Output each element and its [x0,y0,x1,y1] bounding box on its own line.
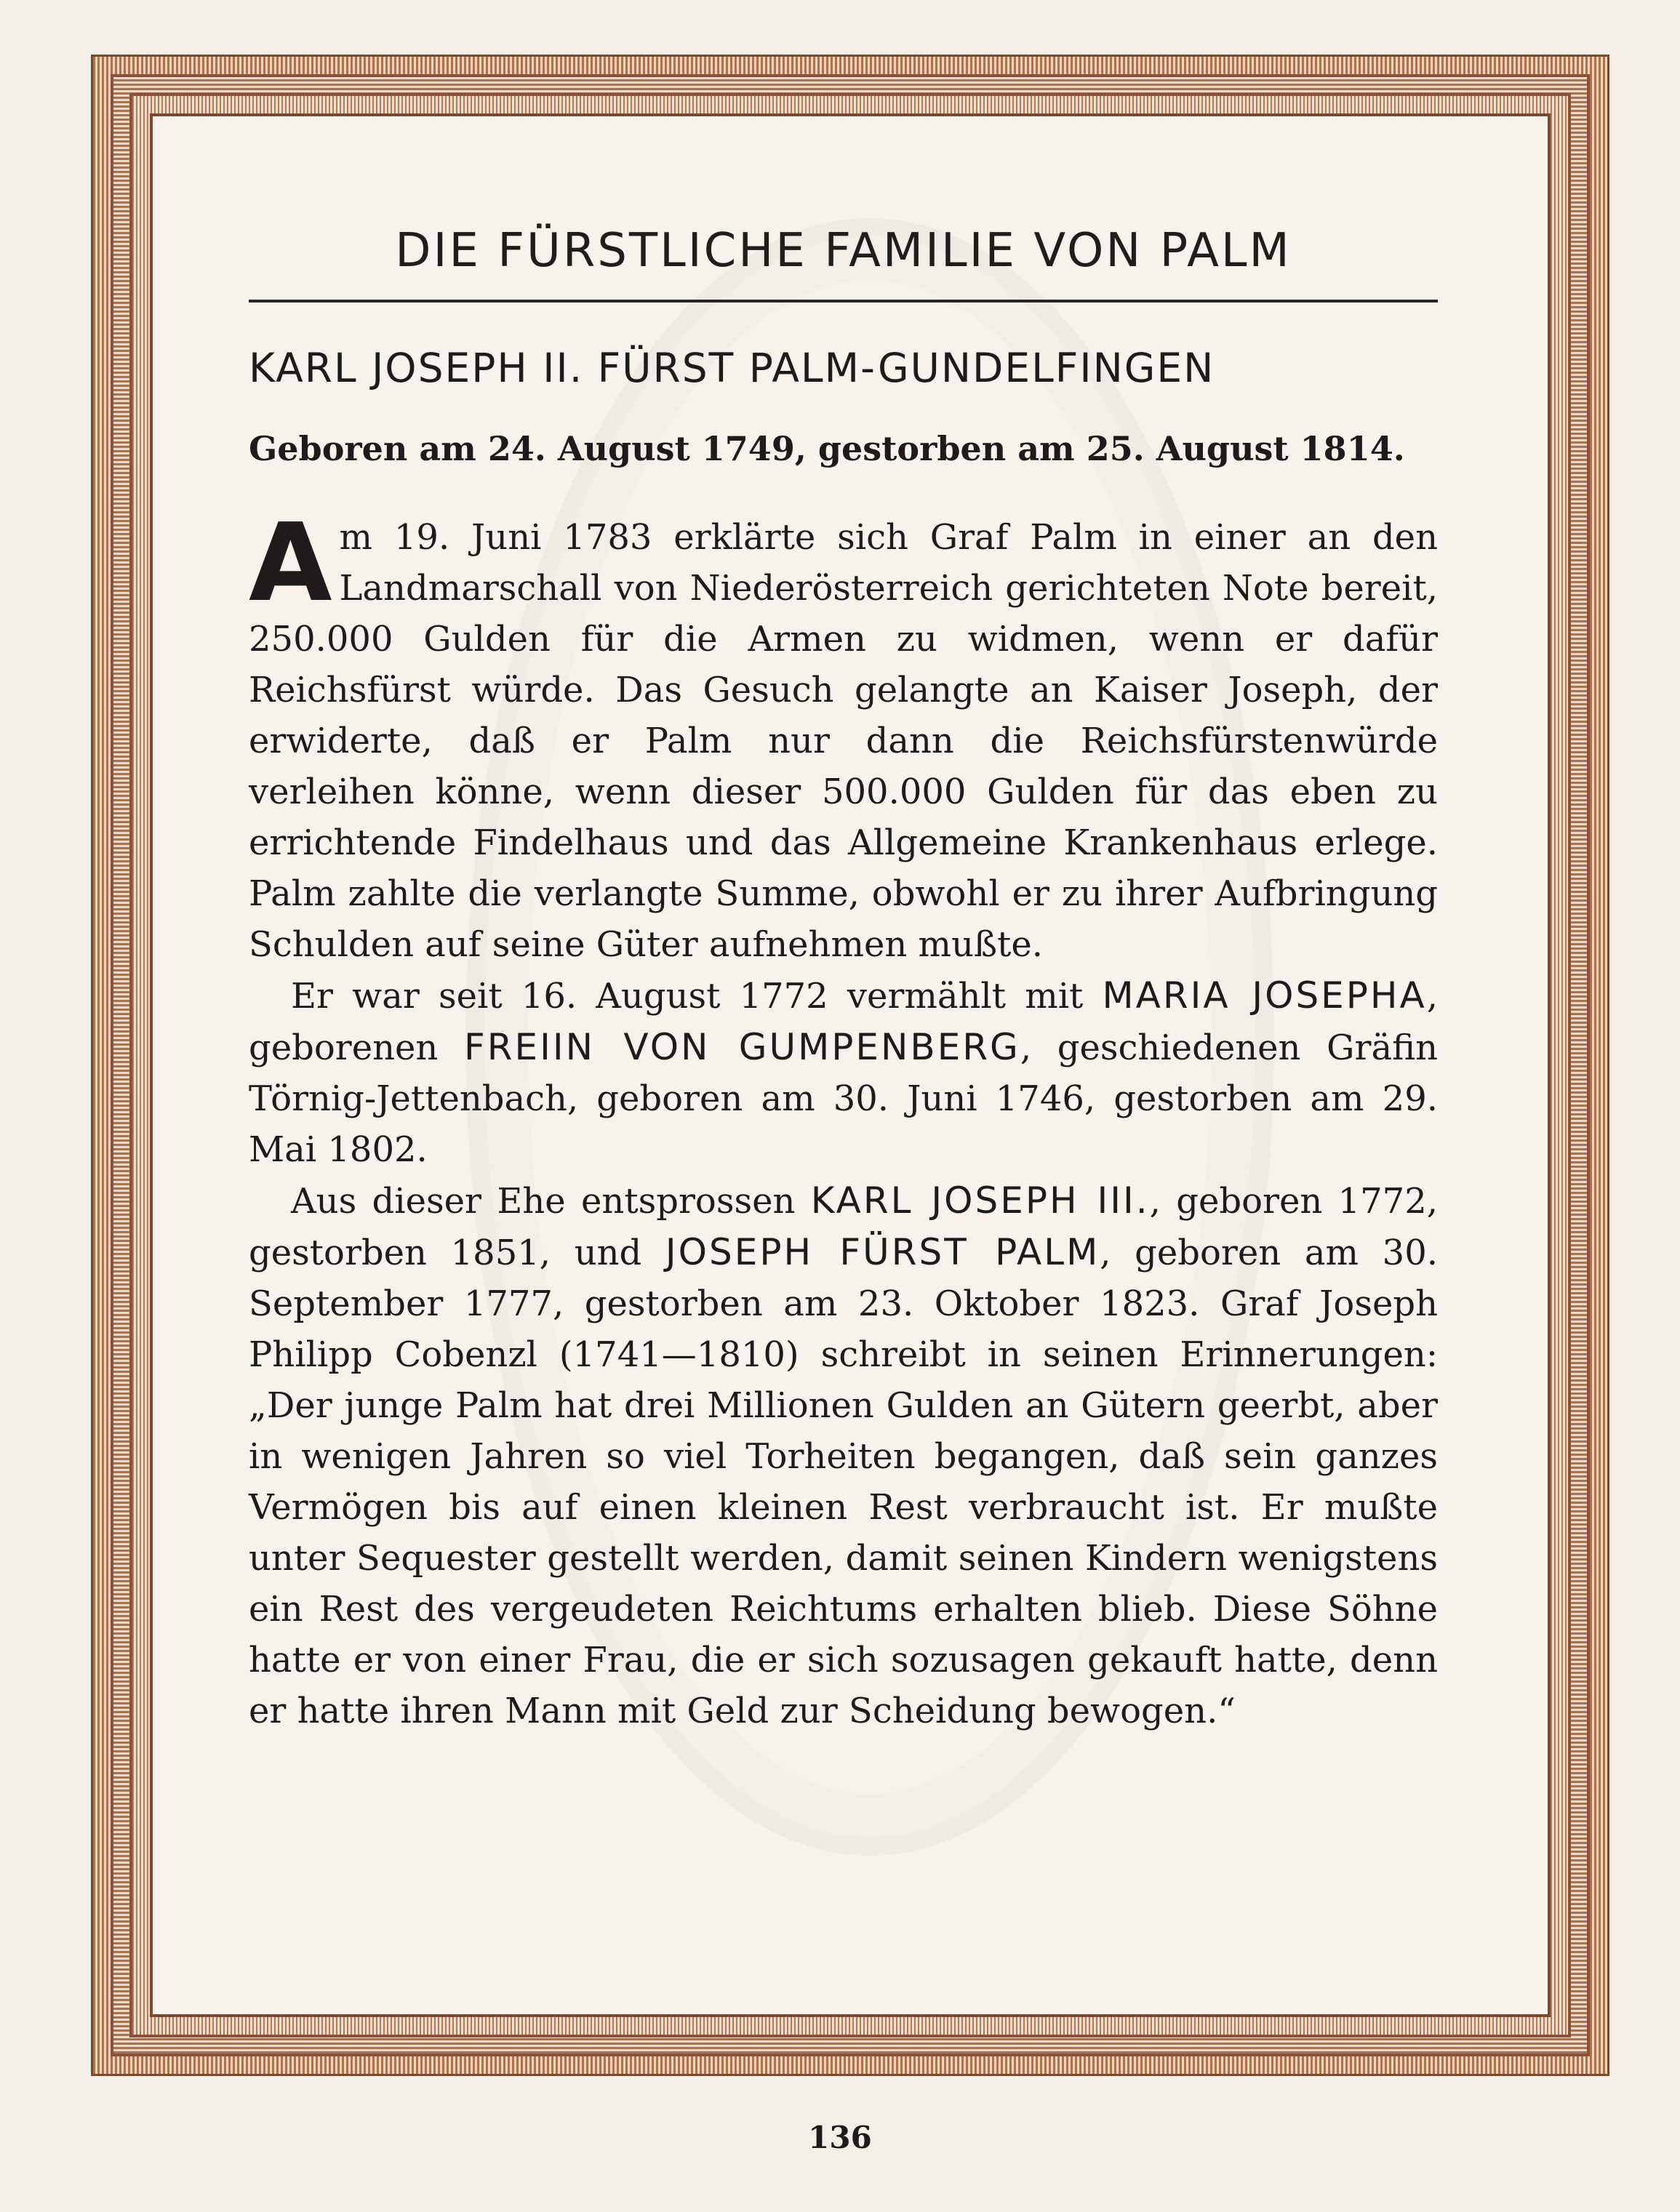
paragraph-3-text-c: , geboren am 30. September 1777, gestorben am 23. Oktober 1823. Graf Joseph Philipp Cobenzl (1741—1810) schreibt in seinen Erinnerungen: „Der junge Palm hat drei Millionen Gulden an Gütern geerbt, aber in wenigen Jahren so viel Torheiten begangen, daß sein ganzes Vermögen bis auf einen kleinen Rest verbraucht ist. Er mußte unter Sequester gestellt werden, damit seinen Kindern wenigstens ein Rest des vergeudeten Reichtums erhalten blieb. Diese Söhne hatte er von einer Frau, die er sich sozusagen gekauft hatte, denn er hatte ihren Mann mit Geld zur Scheidung bewogen.“ [249,1233,1439,1731]
name-maria-josepha: MARIA JOSEPHA [1102,974,1427,1017]
name-karl-joseph-iii: KARL JOSEPH III. [810,1179,1150,1222]
life-dates: Geboren am 24. August 1749, gestorben am 25. August 1814. [249,429,1405,468]
paragraph-1-text: m 19. Juni 1783 erklärte sich Graf Palm in einer an den Landmarschall von Niederösterreich gerichteten Note bereit, 250.000 Gulden für die Armen zu widmen, wenn er dafür Reichsfürst würde. Das Gesuch gelangte an Kaiser Joseph, der erwiderte, daß er Palm nur dann die Reichsfürstenwürde verleihen könne, wenn dieser 500.000 Gulden für das eben zu errichtende Findelhaus und das Allgemeine Krankenhaus erlege. Palm zahlte die verlangte Summe, obwohl er zu ihrer Aufbringung Schulden auf seine Güter aufnehmen mußte. [249,517,1438,965]
paragraph-3-text-a: Aus dieser Ehe entsprossen [291,1181,811,1222]
paragraph-3 [249,1175,1438,1736]
name-joseph-fuerst-palm: JOSEPH FÜRST PALM [665,1231,1100,1273]
name-freiin-von-gumpenberg: FREIIN VON GUMPENBERG [464,1026,1020,1068]
page-number: 136 [808,2120,872,2155]
title-divider [249,300,1438,302]
article [249,204,1438,1736]
paragraph-3-text-b: , geboren 1772, gestorben 1851, und [249,1181,1438,1273]
paragraph-2-text-a: Er war seit 16. August 1772 vermählt mit [291,976,1103,1017]
paragraph-2 [249,970,1438,1175]
page-title: DIE FÜRSTLICHE FAMILIE VON PALM [395,224,1292,278]
paragraph-2-text-c: , geschiedenen Gräfin Törnig-Jettenbach, geboren am 30. Juni 1746, gestorben am 29. Mai 1802. [249,1027,1438,1170]
paragraph-1 [249,500,1438,970]
paragraph-2-text-b: , geborenen [249,976,1438,1068]
section-heading: KARL JOSEPH II. FÜRST PALM-GUNDELFINGEN [249,345,1215,391]
drop-cap: A [249,500,332,625]
